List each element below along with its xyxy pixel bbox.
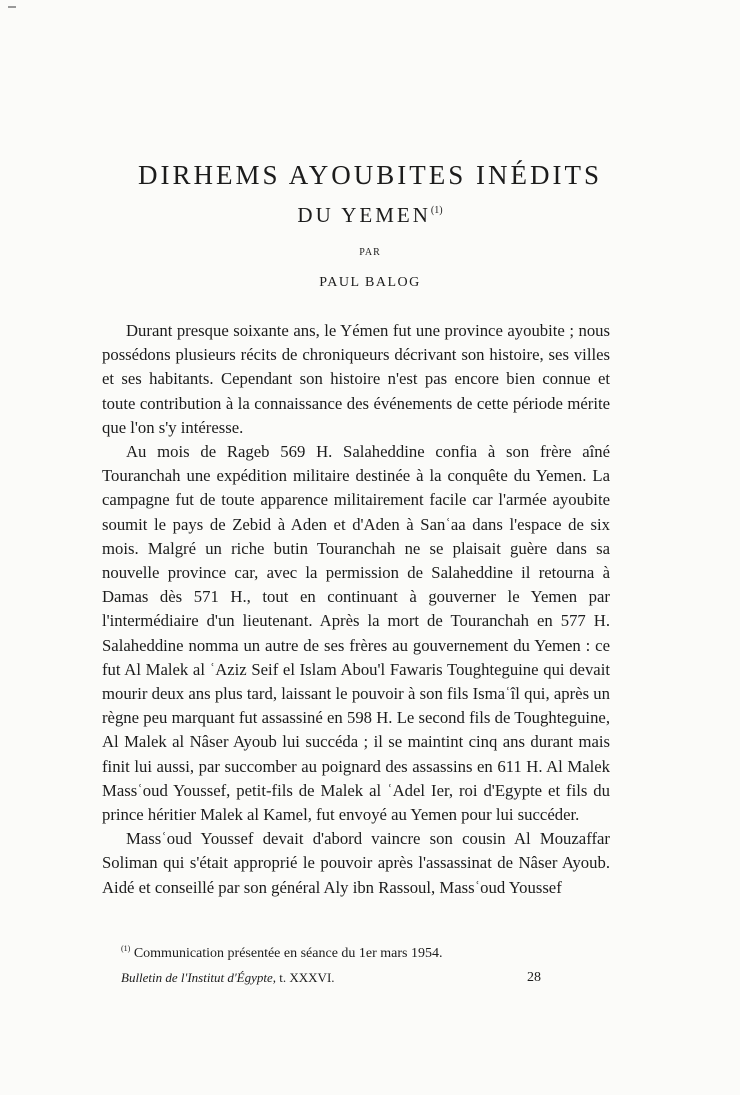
article-body bbox=[102, 319, 610, 900]
footnote-text: Communication présentée en séance du 1er mars 1954. bbox=[133, 946, 443, 961]
author-name: PAUL BALOG bbox=[319, 275, 421, 290]
scan-mark bbox=[8, 6, 16, 8]
footnote-reference[interactable]: (1) bbox=[430, 205, 443, 216]
subtitle-text: DU YEMEN bbox=[297, 203, 431, 227]
paragraph-1: Durant presque soixante ans, le Yémen fut une province ayoubite ; nous possédons plusieurs récits de chroniqueurs décrivant son histoire, ses villes et ses habitants. Cependant son histoire n'est pas encore bien connue et toute contribution à la connaissance des événements de cette période mérite que l'on s'y intéresse. bbox=[102, 321, 610, 437]
page-number: 28 bbox=[527, 970, 541, 985]
journal-volume: t. XXXVI. bbox=[279, 970, 335, 985]
paragraph-2: Au mois de Rageb 569 H. Salaheddine confia à son frère aîné Touranchah une expédition militaire destinée à la conquête du Yemen. La campagne fut de toute apparence militairement facile car l'armée ayoubite soumit le pays de Zebid à Aden et d'Aden à Sanʿaa dans l'espace de six mois. Malgré un riche butin Touranchah ne se plaisait guère dans sa nouvelle province car, avec la permission de Salaheddine il retourna à Damas dès 571 H., tout en continuant à gouverner le Yemen par l'intermédiaire d'un lieutenant. Après la mort de Touranchah en 577 H. Salaheddine nomma un autre de ses frères au gouvernement du Yemen : ce fut Al Malek al ʿAziz Seif el Islam Abou'l Fawaris Toughteguine qui devait mourir deux ans plus tard, laissant le pouvoir à son fils Ismaʿîl qui, après un règne peu marquant fut assassiné en 598 H. Le second fils de Toughteguine, Al Malek al Nâser Ayoub lui succéda ; il se maintint cinq ans durant mais finit lui aussi, par succomber au poignard des assassins en 611 H. Al Malek Massʿoud Youssef, petit-fils de Malek al ʿAdel Ier, roi d'Egypte et fils du prince héritier Malek al Kamel, fut envoyé au Yemen pour lui succéder. bbox=[102, 442, 610, 825]
paragraph-3: Massʿoud Youssef devait d'abord vaincre son cousin Al Mouzaffar Soliman qui s'était approprié le pouvoir après l'assassinat de Nâser Ayoub. Aidé et conseillé par son général Aly ibn Rassoul, Massʿoud Youssef bbox=[102, 829, 610, 897]
footnote-marker: (1) bbox=[121, 944, 131, 953]
footnote bbox=[121, 944, 443, 962]
journal-citation bbox=[121, 970, 335, 986]
article-title: DIRHEMS AYOUBITES INÉDITS bbox=[137, 160, 603, 190]
article-subtitle bbox=[0, 203, 740, 228]
journal-name: Bulletin de l'Institut d'Égypte, bbox=[121, 970, 277, 985]
by-label: PAR bbox=[359, 247, 381, 258]
